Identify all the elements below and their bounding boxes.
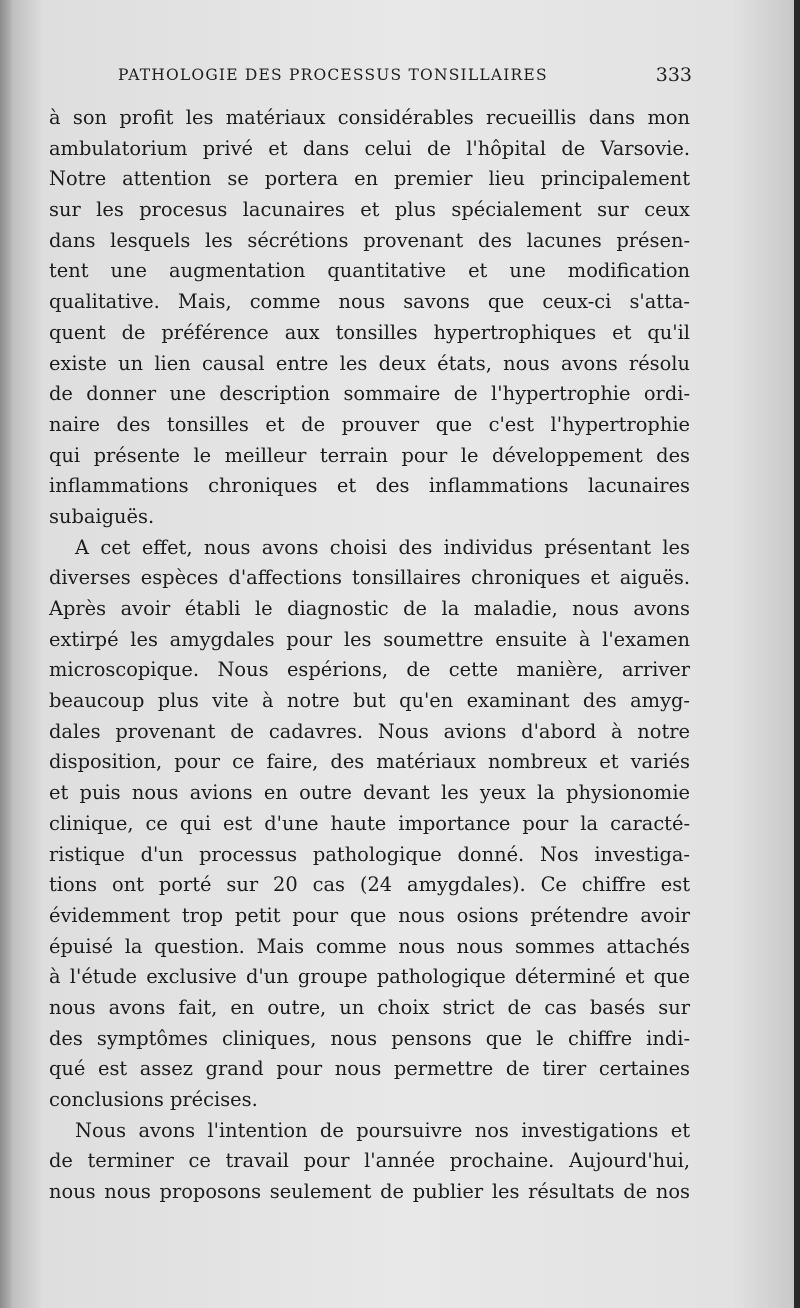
text-line: dans lesquels les sécrétions provenant des lacunes présen-: [49, 228, 690, 252]
text-line: de terminer ce travail pour l'année prochaine. Aujourd'hui,: [49, 1149, 690, 1173]
text-line: naire des tonsilles et de prouver que c'est l'hypertrophie: [49, 412, 690, 436]
text-line: disposition, pour ce faire, des matériaux nombreux et variés: [49, 750, 690, 774]
text-line: qué est assez grand pour nous permettre de tirer certaines: [49, 1057, 690, 1081]
text-line: qualitative. Mais, comme nous savons que ceux-ci s'atta-: [49, 290, 690, 314]
text-line: existe un lien causal entre les deux états, nous avons résolu: [49, 351, 690, 375]
text-line: Après avoir établi le diagnostic de la maladie, nous avons: [49, 597, 690, 620]
body-text: [49, 103, 690, 1208]
text-line: Notre attention se portera en premier lieu principalement: [49, 167, 690, 191]
page-edge-shadow: [0, 0, 12, 1308]
page-number: 333: [655, 64, 692, 86]
text-line: des symptômes cliniques, nous pensons que le chiffre indi-: [49, 1026, 690, 1050]
text-line: diverses espèces d'affections tonsillaires chroniques et aiguës.: [49, 566, 690, 590]
text-line: de donner une description sommaire de l'hypertrophie ordi-: [49, 382, 690, 406]
text-line: quent de préférence aux tonsilles hypertrophiques et qu'il: [49, 320, 690, 344]
running-title: PATHOLOGIE DES PROCESSUS TONSILLAIRES: [118, 66, 548, 84]
text-line: et puis nous avions en outre devant les yeux la physionomie: [49, 781, 690, 805]
page-header: [118, 64, 692, 92]
text-line: tions ont porté sur 20 cas (24 amygdales). Ce chiffre est: [49, 873, 690, 897]
text-line: nous nous proposons seulement de publier les résultats de nos: [49, 1180, 690, 1204]
text-line: ambulatorium privé et dans celui de l'hôpital de Varsovie.: [49, 136, 690, 160]
text-line: nous avons fait, en outre, un choix strict de cas basés sur: [49, 995, 690, 1019]
text-line: clinique, ce qui est d'une haute importance pour la caracté-: [49, 811, 690, 835]
text-line: évidemment trop petit pour que nous osions prétendre avoir: [49, 903, 690, 927]
text-line: A cet effet, nous avons choisi des individus présentant les: [75, 535, 690, 559]
text-line: Nous avons l'intention de poursuivre nos investigations et: [75, 1118, 690, 1142]
text-line: extirpé les amygdales pour les soumettre ensuite à l'examen: [49, 627, 690, 651]
text-line: sur les procesus lacunaires et plus spécialement sur ceux: [49, 198, 690, 222]
text-line: tent une augmentation quantitative et une modification: [49, 259, 690, 283]
text-line: ristique d'un processus pathologique donné. Nos investiga-: [49, 842, 690, 866]
text-line: épuisé la question. Mais comme nous nous sommes attachés: [49, 934, 690, 958]
text-line: à son profit les matériaux considérables recueillis dans mon: [49, 106, 690, 129]
text-line: conclusions précises.: [49, 1088, 258, 1111]
text-line: inflammations chroniques et des inflammations lacunaires: [49, 474, 690, 498]
text-line: qui présente le meilleur terrain pour le développement des: [49, 443, 690, 467]
text-line: à l'étude exclusive d'un groupe pathologique déterminé et que: [49, 965, 690, 989]
text-line: microscopique. Nous espérions, de cette manière, arriver: [49, 658, 690, 682]
text-line: subaiguës.: [49, 504, 155, 528]
text-line: beaucoup plus vite à notre but qu'en examinant des amyg-: [49, 689, 690, 713]
text-line: dales provenant de cadavres. Nous avions d'abord à notre: [49, 719, 690, 743]
